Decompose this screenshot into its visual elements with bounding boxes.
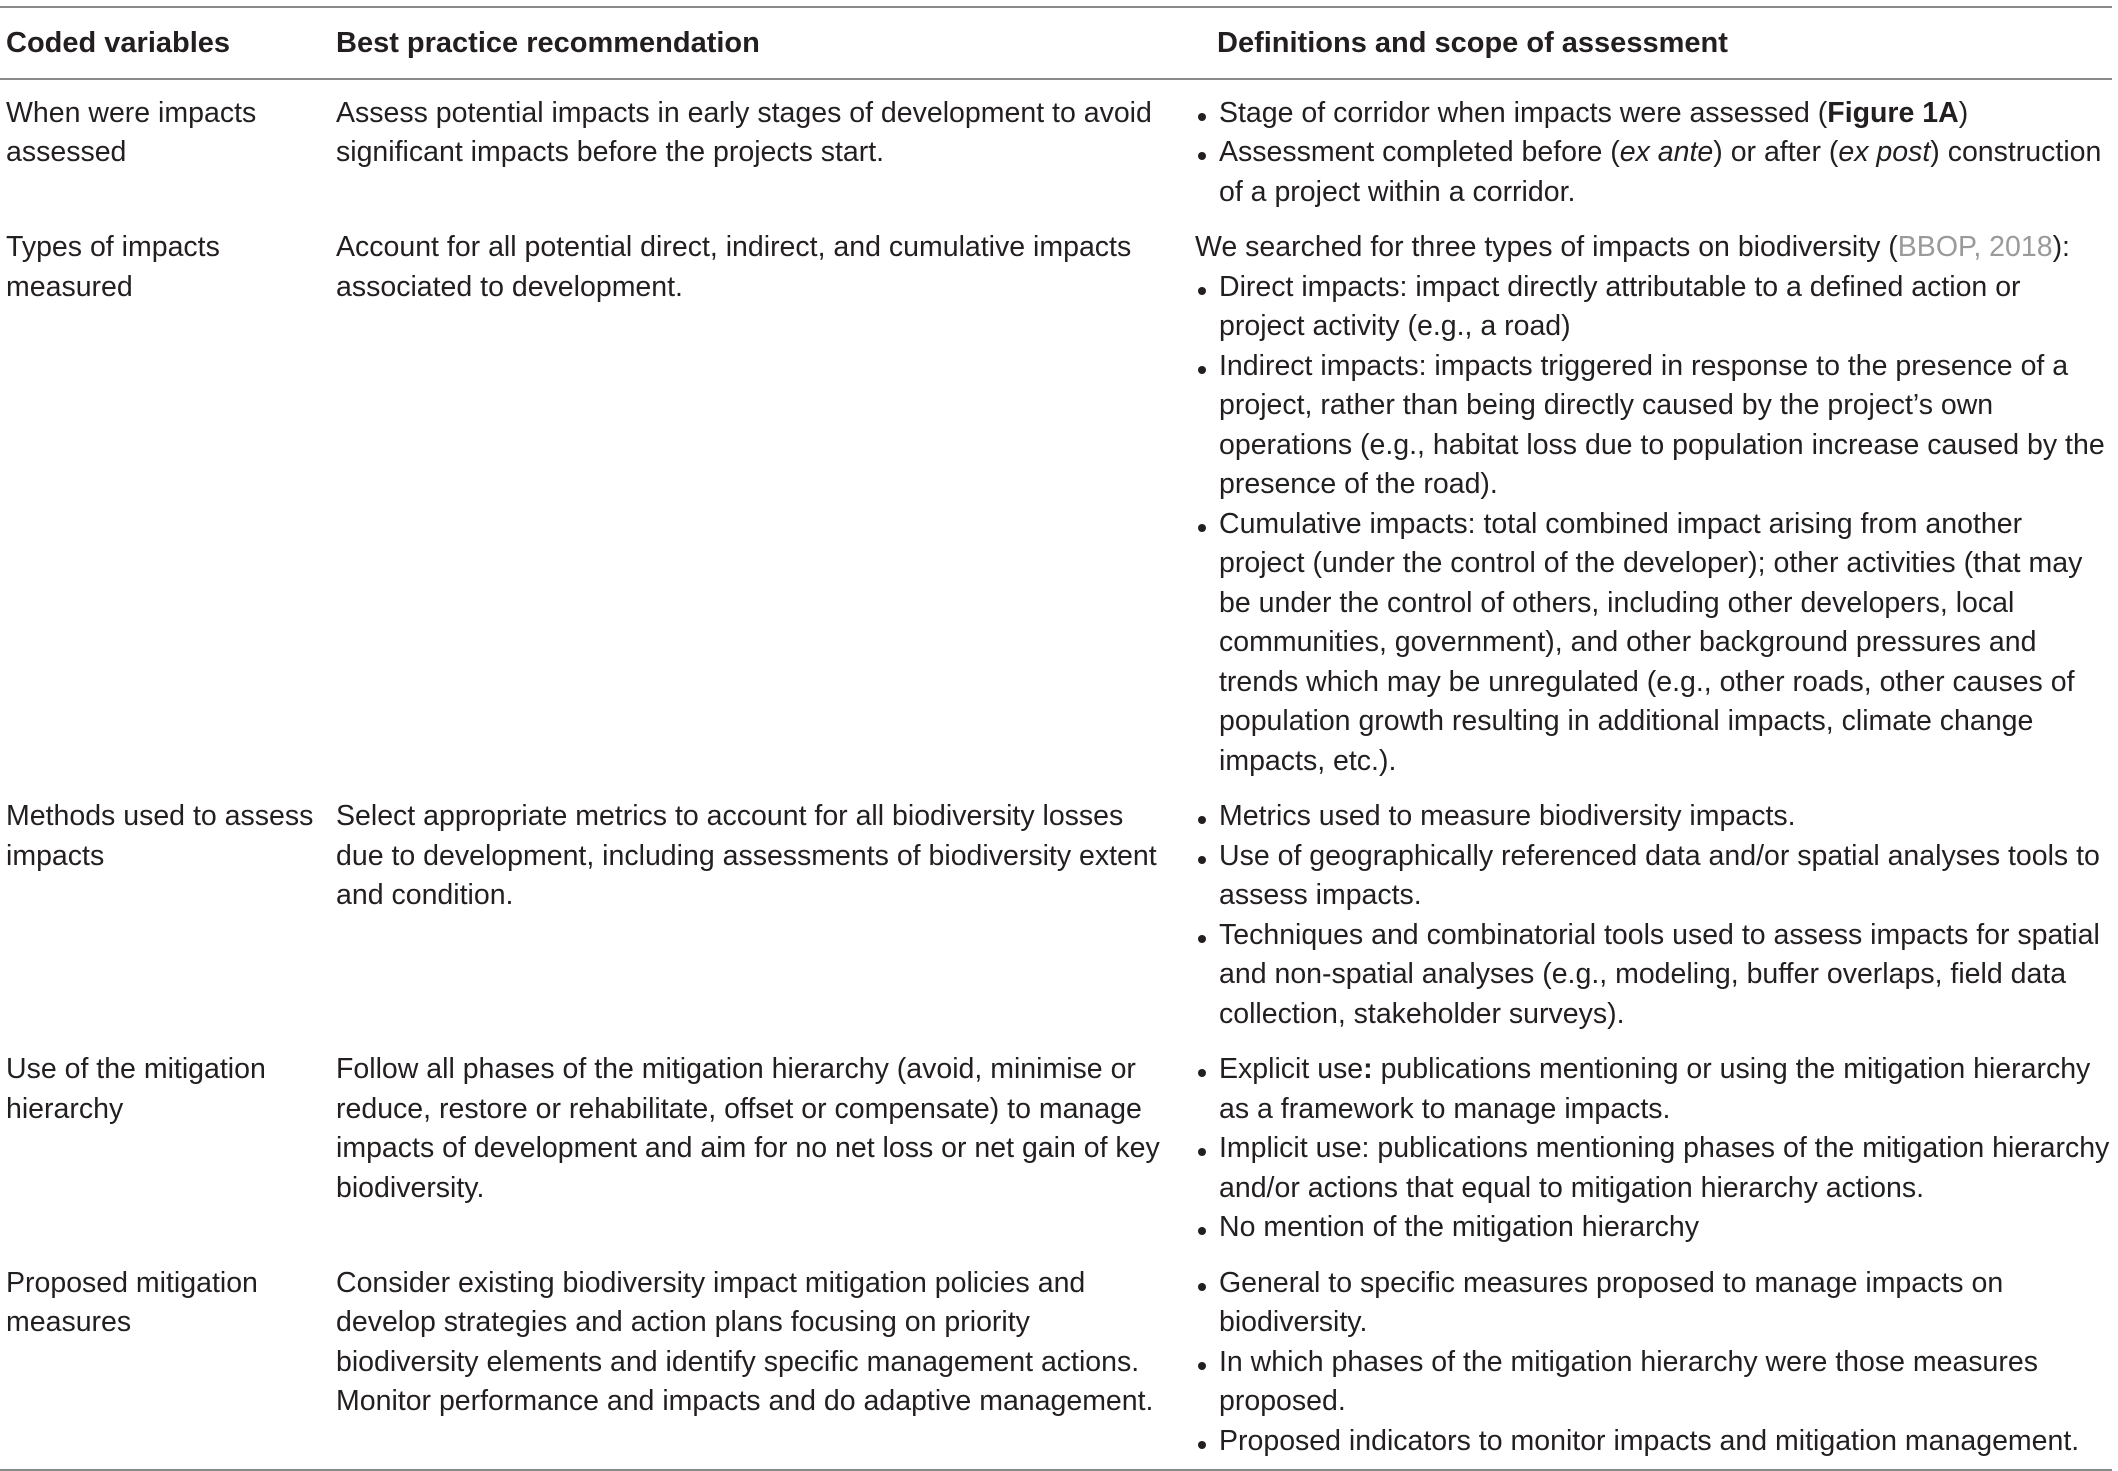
recommendation-cell: Follow all phases of the mitigation hierarchy (avoid, minimise or reduce, restore or rehabilitate, offset or compensate) to manage impacts of development and aim for no net loss or net gain of key biodiversity. (336, 1053, 1160, 1204)
recommendation-cell: Consider existing biodiversity impact mitigation policies and develop strategies and action plans focusing on priority biodiversity elements and identify specific management actions. Monitor performance and impacts and do adaptive management. (336, 1266, 1154, 1417)
table-header (0, 8, 2112, 78)
list-item: Direct impacts: impact directly attributable to a defined action or project activity (e.g., a road) (1195, 268, 2112, 347)
coded-variable-cell: Types of impacts measured (6, 231, 220, 303)
list-item: Cumulative impacts: total combined impact arising from another project (under the control of the developer); other activities (that may be under the control of others, including other developers, local communities, government), and other background pressures and trends which may be unregulated (e.g., other roads, other causes of population growth resulting in additional impacts, climate change impacts, etc.). (1195, 505, 2112, 782)
list-item: Implicit use: publications mentioning phases of the mitigation hierarchy and/or actions that equal to mitigation hierarchy actions. (1195, 1129, 2112, 1208)
list-item: Use of geographically referenced data and/or spatial analyses tools to assess impacts. (1195, 837, 2112, 916)
definitions-cell (1185, 1264, 2112, 1462)
definitions-list (1195, 268, 2112, 782)
table-row (0, 1250, 2112, 1464)
header-best-practice: Best practice recommendation (336, 26, 760, 59)
definitions-intro: We searched for three types of impacts on biodiversity (BBOP, 2018): (1195, 231, 2070, 263)
recommendation-cell: Account for all potential direct, indirect, and cumulative impacts associated to development. (336, 231, 1132, 303)
definitions-list (1195, 1264, 2112, 1462)
recommendation-cell: Assess potential impacts in early stages of development to avoid significant impacts before the projects start. (336, 96, 1152, 168)
citation-link[interactable]: BBOP, 2018 (1897, 231, 2053, 263)
coded-variable-cell: Methods used to assess impacts (6, 800, 314, 872)
table-row (0, 783, 2112, 1036)
list-item: Indirect impacts: impacts triggered in response to the presence of a project, rather than being directly caused by the project’s own operations (e.g., habitat loss due to population increase caused by the presence of the road). (1195, 347, 2112, 505)
data-table (0, 6, 2112, 1471)
definitions-cell (1185, 94, 2112, 213)
list-item: General to specific measures proposed to manage impacts on biodiversity. (1195, 1264, 2112, 1343)
table-row (0, 80, 2112, 215)
header-coded-variables: Coded variables (6, 26, 231, 59)
figure-reference: Figure 1A (1827, 96, 1959, 129)
coded-variable-cell: When were impacts assessed (6, 96, 257, 168)
definitions-list (1195, 94, 2112, 213)
definitions-list (1195, 797, 2112, 1034)
definitions-cell (1185, 797, 2112, 1034)
list-item: No mention of the mitigation hierarchy (1195, 1208, 2112, 1248)
definitions-cell (1185, 1050, 2112, 1248)
coded-variable-cell: Use of the mitigation hierarchy (6, 1053, 266, 1125)
table-row (0, 214, 2112, 783)
definitions-cell (1185, 228, 2112, 781)
list-item: Explicit use: publications mentioning or using the mitigation hierarchy as a framework to manage impacts. (1195, 1050, 2112, 1129)
list-item: In which phases of the mitigation hierarchy were those measures proposed. (1195, 1343, 2112, 1422)
coded-variable-cell: Proposed mitigation measures (6, 1266, 258, 1338)
list-item: Assessment completed before (ex ante) or after (ex post) construction of a project within a corridor. (1195, 133, 2112, 212)
definitions-list (1195, 1050, 2112, 1248)
list-item: Proposed indicators to monitor impacts and mitigation management. (1195, 1422, 2112, 1462)
list-item: Stage of corridor when impacts were assessed (Figure 1A) (1195, 94, 2112, 134)
recommendation-cell: Select appropriate metrics to account for all biodiversity losses due to development, including assessments of biodiversity extent and condition. (336, 800, 1157, 911)
list-item: Metrics used to measure biodiversity impacts. (1195, 797, 2112, 837)
list-item: Techniques and combinatorial tools used to assess impacts for spatial and non-spatial analyses (e.g., modeling, buffer overlaps, field data collection, stakeholder surveys). (1195, 916, 2112, 1035)
header-definitions: Definitions and scope of assessment (1217, 26, 1728, 59)
table-row (0, 1036, 2112, 1250)
